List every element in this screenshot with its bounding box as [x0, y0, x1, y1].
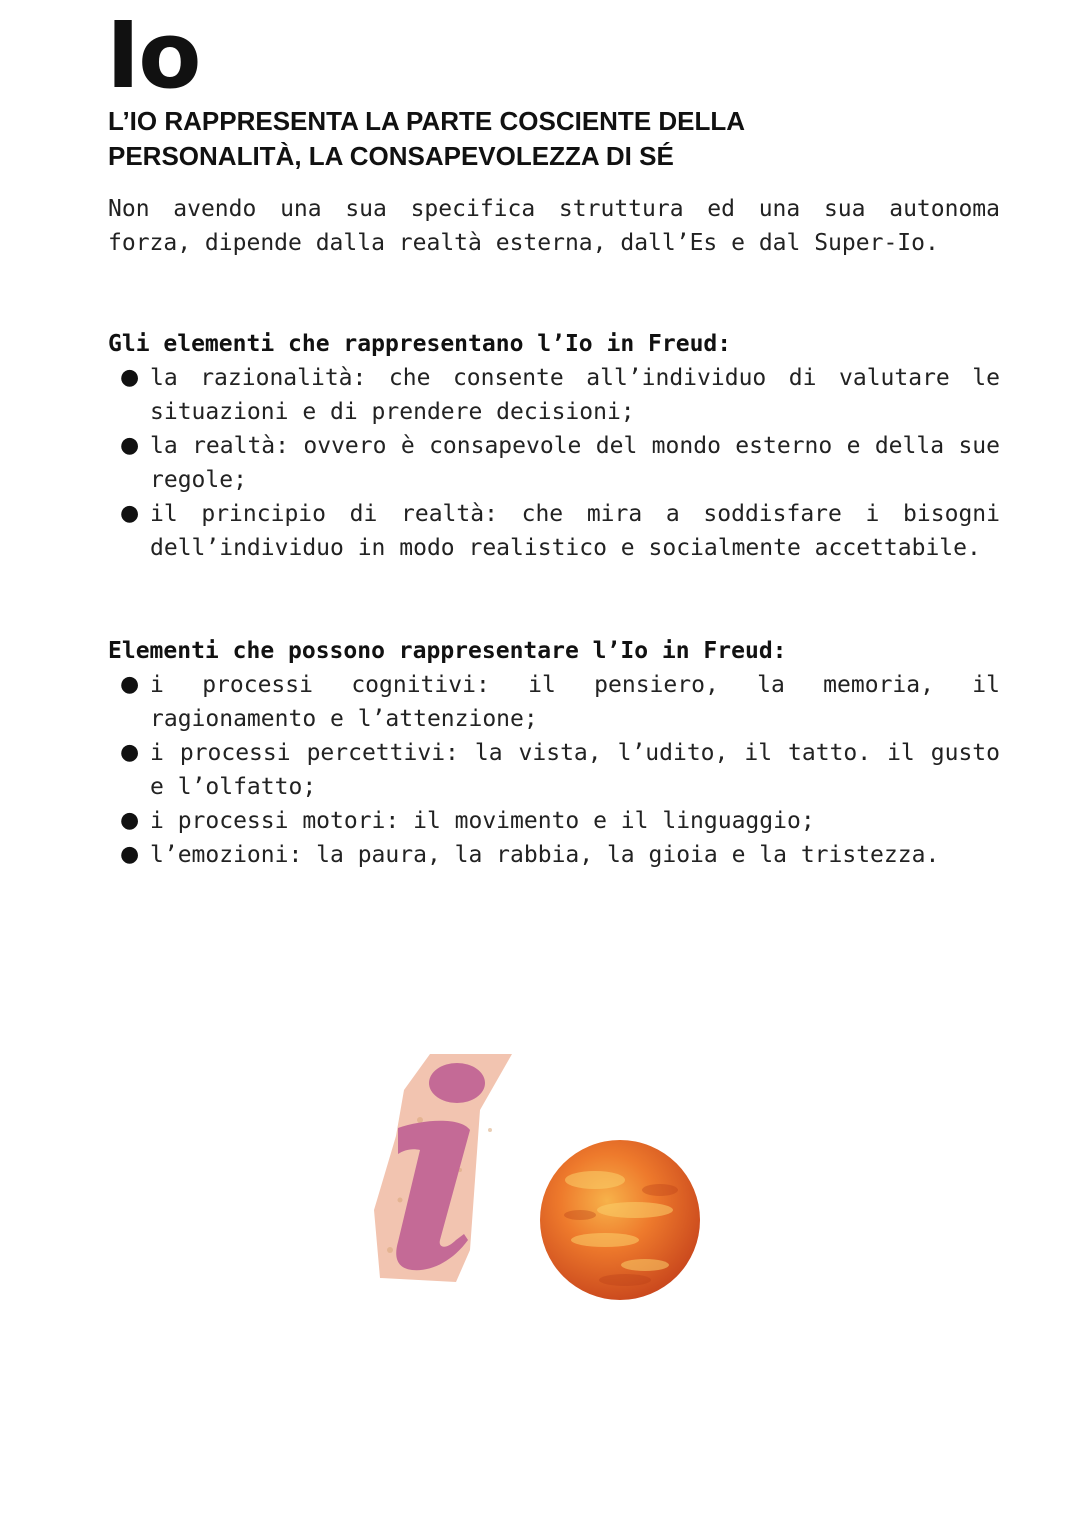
bullet-icon: ●: [120, 501, 140, 526]
list-item-text: la realtà: ovvero è consapevole del mondo esterno e della sue regole;: [150, 433, 1000, 493]
bullet-icon: ●: [120, 740, 140, 765]
possible-elements-list: [120, 668, 1000, 872]
list-item-text: i processi motori: il movimento e il linguaggio;: [150, 808, 815, 834]
list-item: [120, 429, 1000, 497]
list-item-text: l’emozioni: la paura, la rabbia, la gioia e la tristezza.: [150, 842, 940, 868]
subtitle-line-1: L’IO RAPPRESENTA LA PARTE COSCIENTE DELLA: [108, 106, 746, 136]
page-title: Io: [106, 2, 200, 109]
section-heading-elements: Gli elementi che rappresentano l’Io in Freud:: [108, 331, 732, 357]
list-item: [120, 736, 1000, 804]
list-item-text: la razionalità: che consente all’individuo di valutare le situazioni e di prendere decisioni;: [150, 365, 1000, 425]
elements-list: [120, 361, 1000, 565]
intro-paragraph: Non avendo una sua specifica struttura ed una sua autonoma forza, dipende dalla realtà esterna, dall’Es e dal Super-Io.: [108, 196, 1000, 256]
list-item-text: i processi cognitivi: il pensiero, la memoria, il ragionamento e l’attenzione;: [150, 672, 1000, 732]
watercolor-planet-icon: [540, 1140, 700, 1300]
list-item: [120, 361, 1000, 429]
list-item: [120, 804, 1000, 838]
bullet-icon: ●: [120, 842, 140, 867]
bullet-icon: ●: [120, 433, 140, 458]
page-subtitle: [108, 104, 988, 174]
list-item-text: i processi percettivi: la vista, l’udito, il tatto. il gusto e l’olfatto;: [150, 740, 1000, 800]
io-illustration: [360, 1050, 720, 1300]
letter-i-icon: [374, 1054, 512, 1282]
subtitle-line-2: PERSONALITÀ, LA CONSAPEVOLEZZA DI SÉ: [108, 141, 674, 171]
section-heading-possible-elements: Elementi che possono rappresentare l’Io in Freud:: [108, 638, 787, 664]
bullet-icon: ●: [120, 808, 140, 833]
list-item: [120, 497, 1000, 565]
list-item: [120, 838, 1000, 872]
bullet-icon: ●: [120, 672, 140, 697]
bullet-icon: ●: [120, 365, 140, 390]
list-item: [120, 668, 1000, 736]
list-item-text: il principio di realtà: che mira a soddisfare i bisogni dell’individuo in modo realistico e socialmente accettabile.: [150, 501, 1000, 561]
